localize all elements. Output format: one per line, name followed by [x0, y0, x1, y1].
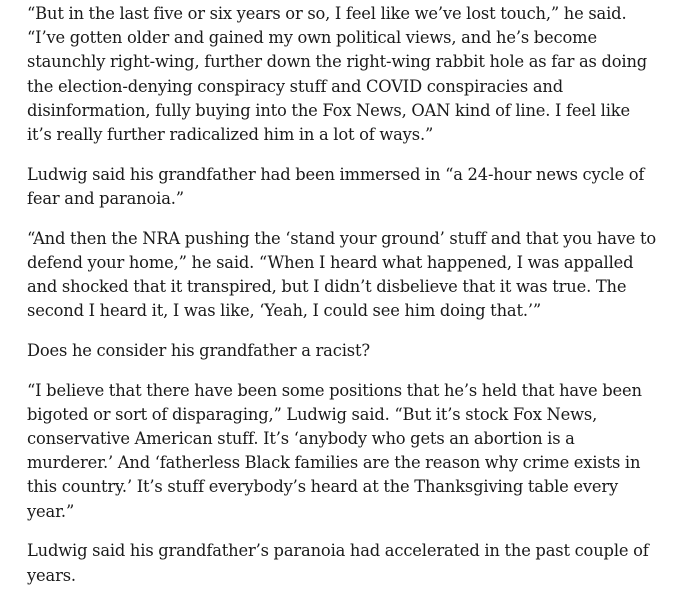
- paragraph-nra-quote: “And then the NRA pushing the ‘stand your ground’ stuff and that you have to defend your home,” he said. “When I heard what happened, I was appalled and shocked that it transpired, but I didn’t disbelieve that it was true. The second I heard it, I was like, ‘Yeah, I could see him doing that.’”: [27, 228, 657, 321]
- paragraph-lost-touch-quote: “But in the last five or six years or so, I feel like we’ve lost touch,” he said. “I’ve gotten older and gained my own political views, and he’s become staunchly right-wing, further down the right-wing rabbit hole as far as doing the election-denying conspiracy stuff and COVID conspiracies and disinformation, fully buying into the Fox News, OAN kind of line. I feel like it’s really further radicalized him in a lot of ways.”: [27, 4, 648, 145]
- paragraph-paranoia-accelerated: Ludwig said his grandfather’s paranoia had accelerated in the past couple of years.: [27, 541, 649, 585]
- paragraph-racist-question: Does he consider his grandfather a racist?: [27, 340, 370, 360]
- paragraph-news-cycle: Ludwig said his grandfather had been immersed in “a 24-hour news cycle of fear and paranoia.”: [27, 164, 645, 208]
- paragraph-bigoted-quote: “I believe that there have been some positions that he’s held that have been bigoted or sort of disparaging,” Ludwig said. “But it’s stock Fox News, conservative American stuff. It’s ‘anybody who gets an abortion is a murderer.’ And ‘fatherless Black families are the reason why crime exists in this country.’ It’s stuff everybody’s heard at the Thanksgiving table every year.”: [27, 380, 642, 521]
- article-body: [27, 2, 657, 603]
